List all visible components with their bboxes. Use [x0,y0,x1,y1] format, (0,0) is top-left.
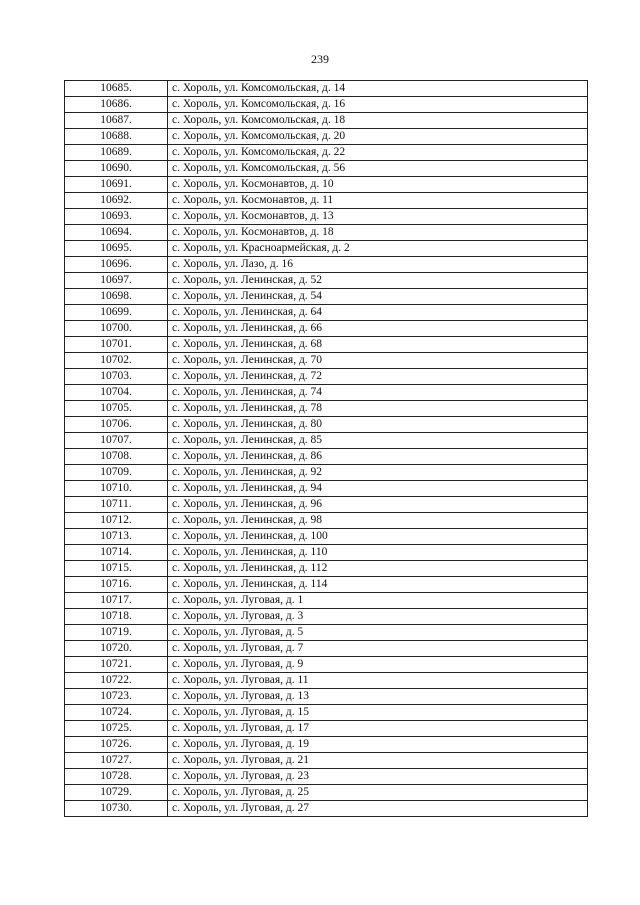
row-number: 10691. [65,177,168,193]
table-row [65,641,588,657]
table-row [65,481,588,497]
row-number: 10713. [65,529,168,545]
row-address: с. Хороль, ул. Ленинская, д. 78 [168,401,588,417]
table-row [65,177,588,193]
row-address: с. Хороль, ул. Ленинская, д. 86 [168,449,588,465]
row-address: с. Хороль, ул. Луговая, д. 15 [168,705,588,721]
row-address: с. Хороль, ул. Комсомольская, д. 18 [168,113,588,129]
row-number: 10722. [65,673,168,689]
row-number: 10694. [65,225,168,241]
row-number: 10693. [65,209,168,225]
row-number: 10725. [65,721,168,737]
table-row [65,273,588,289]
table-row [65,785,588,801]
table-row [65,673,588,689]
row-number: 10704. [65,385,168,401]
row-number: 10718. [65,609,168,625]
table-row [65,721,588,737]
address-table [64,80,588,817]
row-address: с. Хороль, ул. Луговая, д. 11 [168,673,588,689]
table-row [65,513,588,529]
table-row [65,81,588,97]
row-address: с. Хороль, ул. Космонавтов, д. 13 [168,209,588,225]
row-number: 10702. [65,353,168,369]
row-number: 10707. [65,433,168,449]
table-row [65,289,588,305]
row-number: 10700. [65,321,168,337]
table-row [65,577,588,593]
row-address: с. Хороль, ул. Ленинская, д. 66 [168,321,588,337]
row-number: 10703. [65,369,168,385]
table-row [65,689,588,705]
row-address: с. Хороль, ул. Комсомольская, д. 16 [168,97,588,113]
row-number: 10728. [65,769,168,785]
table-row [65,705,588,721]
row-address: с. Хороль, ул. Ленинская, д. 98 [168,513,588,529]
row-number: 10726. [65,737,168,753]
row-address: с. Хороль, ул. Космонавтов, д. 10 [168,177,588,193]
table-row [65,401,588,417]
row-address: с. Хороль, ул. Комсомольская, д. 20 [168,129,588,145]
row-number: 10686. [65,97,168,113]
row-address: с. Хороль, ул. Ленинская, д. 96 [168,497,588,513]
table-row [65,657,588,673]
table-row [65,241,588,257]
row-address: с. Хороль, ул. Ленинская, д. 80 [168,417,588,433]
row-address: с. Хороль, ул. Космонавтов, д. 11 [168,193,588,209]
table-row [65,417,588,433]
table-row [65,769,588,785]
row-address: с. Хороль, ул. Ленинская, д. 110 [168,545,588,561]
row-number: 10692. [65,193,168,209]
row-address: с. Хороль, ул. Ленинская, д. 74 [168,385,588,401]
table-row [65,305,588,321]
row-address: с. Хороль, ул. Ленинская, д. 64 [168,305,588,321]
table-row [65,529,588,545]
row-address: с. Хороль, ул. Луговая, д. 17 [168,721,588,737]
table-row [65,753,588,769]
row-number: 10697. [65,273,168,289]
address-table-body [65,81,588,817]
row-number: 10685. [65,81,168,97]
table-row [65,321,588,337]
row-address: с. Хороль, ул. Красноармейская, д. 2 [168,241,588,257]
row-number: 10721. [65,657,168,673]
table-row [65,353,588,369]
row-number: 10710. [65,481,168,497]
row-number: 10708. [65,449,168,465]
row-address: с. Хороль, ул. Ленинская, д. 112 [168,561,588,577]
row-address: с. Хороль, ул. Ленинская, д. 94 [168,481,588,497]
row-number: 10714. [65,545,168,561]
row-address: с. Хороль, ул. Луговая, д. 23 [168,769,588,785]
row-number: 10727. [65,753,168,769]
row-address: с. Хороль, ул. Ленинская, д. 85 [168,433,588,449]
row-number: 10688. [65,129,168,145]
row-address: с. Хороль, ул. Ленинская, д. 72 [168,369,588,385]
row-number: 10689. [65,145,168,161]
row-number: 10712. [65,513,168,529]
row-address: с. Хороль, ул. Луговая, д. 3 [168,609,588,625]
row-number: 10724. [65,705,168,721]
table-row [65,145,588,161]
row-address: с. Хороль, ул. Луговая, д. 1 [168,593,588,609]
row-number: 10709. [65,465,168,481]
row-address: с. Хороль, ул. Ленинская, д. 54 [168,289,588,305]
row-address: с. Хороль, ул. Луговая, д. 7 [168,641,588,657]
row-number: 10729. [65,785,168,801]
row-number: 10723. [65,689,168,705]
row-number: 10730. [65,801,168,817]
table-row [65,385,588,401]
table-row [65,225,588,241]
row-number: 10711. [65,497,168,513]
row-address: с. Хороль, ул. Космонавтов, д. 18 [168,225,588,241]
table-row [65,545,588,561]
row-address: с. Хороль, ул. Луговая, д. 9 [168,657,588,673]
table-row [65,209,588,225]
table-row [65,561,588,577]
table-row [65,593,588,609]
table-row [65,449,588,465]
table-row [65,193,588,209]
row-number: 10717. [65,593,168,609]
page-number: 239 [311,52,329,66]
row-address: с. Хороль, ул. Луговая, д. 25 [168,785,588,801]
row-address: с. Хороль, ул. Лазо, д. 16 [168,257,588,273]
row-address: с. Хороль, ул. Ленинская, д. 114 [168,577,588,593]
row-address: с. Хороль, ул. Луговая, д. 13 [168,689,588,705]
row-number: 10696. [65,257,168,273]
row-address: с. Хороль, ул. Ленинская, д. 68 [168,337,588,353]
row-number: 10705. [65,401,168,417]
table-row [65,257,588,273]
row-address: с. Хороль, ул. Луговая, д. 27 [168,801,588,817]
row-number: 10715. [65,561,168,577]
row-address: с. Хороль, ул. Комсомольская, д. 22 [168,145,588,161]
row-number: 10699. [65,305,168,321]
table-row [65,337,588,353]
table-row [65,113,588,129]
row-address: с. Хороль, ул. Луговая, д. 5 [168,625,588,641]
table-row [65,625,588,641]
row-address: с. Хороль, ул. Ленинская, д. 92 [168,465,588,481]
row-address: с. Хороль, ул. Луговая, д. 19 [168,737,588,753]
table-row [65,609,588,625]
table-row [65,97,588,113]
row-number: 10706. [65,417,168,433]
row-address: с. Хороль, ул. Луговая, д. 21 [168,753,588,769]
table-row [65,497,588,513]
table-row [65,737,588,753]
row-address: с. Хороль, ул. Комсомольская, д. 56 [168,161,588,177]
table-row [65,369,588,385]
row-number: 10719. [65,625,168,641]
table-row [65,465,588,481]
row-address: с. Хороль, ул. Ленинская, д. 100 [168,529,588,545]
table-row [65,801,588,817]
row-address: с. Хороль, ул. Ленинская, д. 52 [168,273,588,289]
row-number: 10695. [65,241,168,257]
row-number: 10716. [65,577,168,593]
table-row [65,433,588,449]
table-row [65,129,588,145]
table-row [65,161,588,177]
row-address: с. Хороль, ул. Комсомольская, д. 14 [168,81,588,97]
row-number: 10698. [65,289,168,305]
row-number: 10690. [65,161,168,177]
row-number: 10720. [65,641,168,657]
row-number: 10687. [65,113,168,129]
row-address: с. Хороль, ул. Ленинская, д. 70 [168,353,588,369]
row-number: 10701. [65,337,168,353]
